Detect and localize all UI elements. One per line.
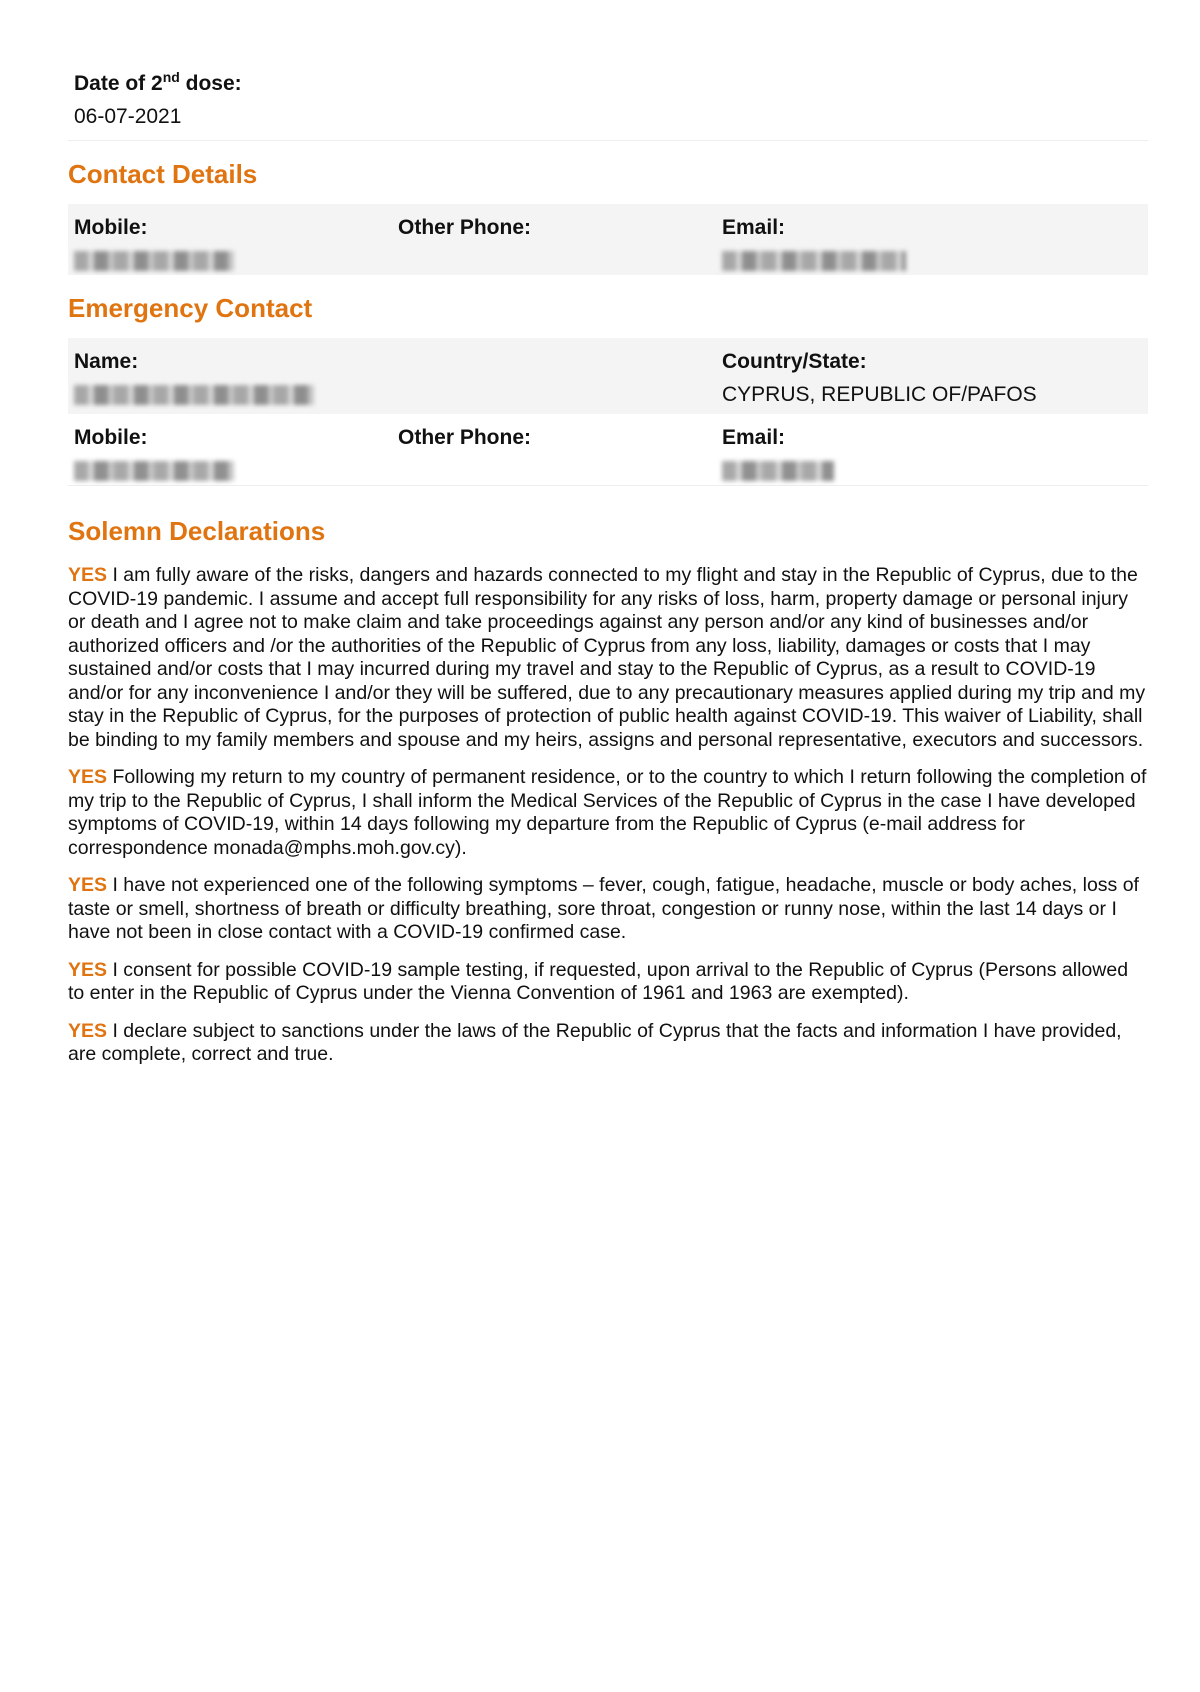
contact-email-redacted [722,251,906,271]
emergency-mobile-label: Mobile: [74,426,148,449]
declaration-item [68,1020,1148,1067]
emergency-other-phone-field [398,424,722,481]
declaration-text: I have not experienced one of the following symptoms – fever, cough, fatigue, headache, muscle or body aches, loss of taste or smell, shortness of breath or difficulty breathing, sore throat, congestion or runny nose, within the last 14 days or I have not been in close contact with a COVID-19 confirmed case. [68,874,1139,943]
emergency-email-label: Email: [722,426,786,449]
declaration-text: I consent for possible COVID-19 sample testing, if requested, upon arrival to the Republic of Cyprus (Persons allowed to enter in the Republic of Cyprus under the Vienna Convention of 1961 and 1963 are exempted). [68,958,1129,1004]
emergency-name-row [68,338,1148,414]
contact-mobile-redacted [74,251,234,271]
contact-mobile-field [74,214,398,271]
declaration-item [68,766,1148,860]
contact-details-row [68,204,1148,275]
emergency-email-redacted [722,461,834,481]
declaration-answer: YES [68,1019,108,1042]
emergency-name-field [74,348,722,410]
document-page [68,70,1148,1081]
contact-other-phone-label: Other Phone: [398,216,532,239]
declaration-text: I declare subject to sanctions under the laws of the Republic of Cyprus that the facts and information I have provided, are complete, correct and true. [68,1019,1122,1065]
contact-email-field [722,214,1046,271]
emergency-country-field [722,348,1046,410]
declaration-text: Following my return to my country of permanent residence, or to the country to which I return following the completion of my trip to the Republic of Cyprus, I shall inform the Medical Services of the Republic of Cyprus in the case I have developed symptoms of COVID-19, within 14 days following my departure from the Republic of Cyprus (e-mail address for correspondence monada@mphs.moh.gov.cy). [68,766,1147,859]
declaration-answer: YES [68,766,108,788]
emergency-name-redacted [74,385,314,405]
contact-mobile-label: Mobile: [74,216,148,239]
emergency-phone-row [68,414,1148,486]
emergency-name-label: Name: [74,350,139,373]
second-dose-value: 06-07-2021 [74,105,182,128]
emergency-contact-title: Emergency Contact [68,293,313,323]
emergency-country-value: CYPRUS, REPUBLIC OF/PAFOS [722,383,1037,406]
declaration-answer: YES [68,564,108,586]
emergency-country-label: Country/State: [722,350,867,373]
solemn-declarations-title: Solemn Declarations [68,516,326,546]
declaration-item [68,874,1148,945]
second-dose-field [68,70,1148,141]
contact-details-title: Contact Details [68,159,258,189]
declaration-answer: YES [68,958,108,981]
contact-other-phone-field [398,214,722,271]
declaration-item [68,959,1148,1006]
declaration-text: I am fully aware of the risks, dangers and hazards connected to my flight and stay in the Republic of Cyprus, due to the COVID-19 pandemic. I assume and accept full responsibility for any risks of loss, harm, property damage or personal injury or death and I agree not to make claim and take proceedings against any person and/or any kind of businesses and/or authorized officers and /or the authorities of the Republic of Cyprus from any loss, liability, damages or costs that I may sustained and/or costs that I may incurred during my travel and stay to the Republic of Cyprus, as a result to COVID-19 and/or for any inconvenience I and/or they will be suffered, due to any precautionary measures applied during my trip and my stay in the Republic of Cyprus, for the purposes of protection of public health against COVID-19. This waiver of Liability, shall be binding to my family members and spouse and my heirs, assigns and personal representative, executors and successors. [68,564,1146,751]
emergency-mobile-field [74,424,398,481]
emergency-email-field [722,424,1046,481]
second-dose-label: Date of 2nd dose: [74,69,242,95]
declaration-answer: YES [68,874,108,896]
declaration-item [68,564,1148,752]
emergency-mobile-redacted [74,461,234,481]
emergency-other-phone-label: Other Phone: [398,426,532,449]
contact-email-label: Email: [722,216,786,239]
